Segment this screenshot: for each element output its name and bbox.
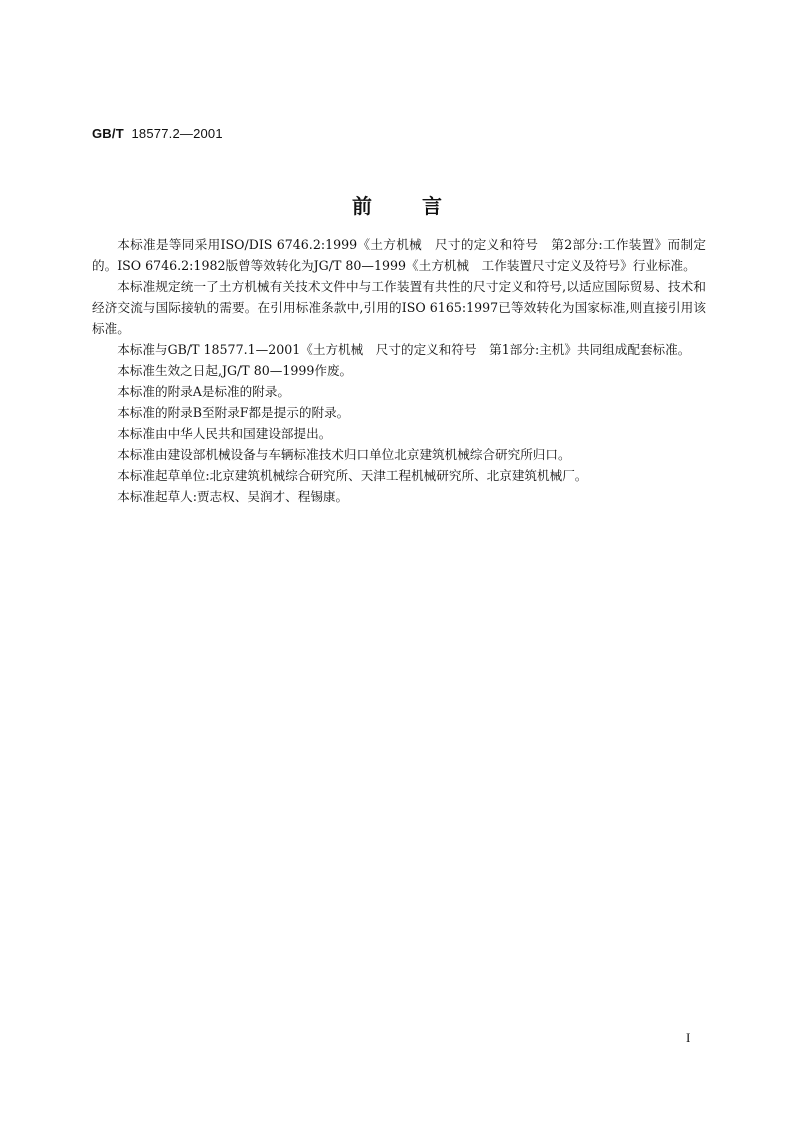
paragraph-adoption: 本标准是等同采用ISO/DIS 6746.2:1999《土方机械 尺寸的定义和符号 第2部分:工作装置》而制定的。ISO 6746.2:1982版曾等效转化为JG/T 80—1999《土方机械 工作装置尺寸定义及符号》行业标准。 [92,237,706,273]
paragraph-drafting-units: 本标准起草单位:北京建筑机械综合研究所、天津工程机械研究所、北京建筑机械厂。 [117,468,588,483]
preface-body [92,234,706,507]
paragraph-proposer: 本标准由中华人民共和国建设部提出。 [117,426,332,441]
paragraph-purpose: 本标准规定统一了土方机械有关技术文件中与工作装置有共性的尺寸定义和符号,以适应国际贸易、技术和经济交流与国际接轨的需要。在引用标准条款中,引用的ISO 6165:1997已等效转化为国家标准,则直接引用该标准。 [92,279,706,336]
page-title: 前言 [352,194,492,218]
paragraph-annex-a: 本标准的附录A是标准的附录。 [117,384,291,399]
paragraph-administrator: 本标准由建设部机械设备与车辆标准技术归口单位北京建筑机械综合研究所归口。 [117,447,571,462]
standard-prefix: GB/T [92,126,124,141]
paragraph-supersede: 本标准生效之日起,JG/T 80—1999作废。 [117,363,353,378]
standard-number: 18577.2—2001 [131,126,223,141]
paragraph-annex-b-f: 本标准的附录B至附录F都是提示的附录。 [117,405,350,420]
page-number: I [686,1030,691,1045]
standard-code [92,126,223,141]
paragraph-drafters: 本标准起草人:贾志权、吴润才、程锡康。 [117,489,349,504]
paragraph-companion: 本标准与GB/T 18577.1—2001《土方机械 尺寸的定义和符号 第1部分:主机》共同组成配套标准。 [117,342,691,357]
